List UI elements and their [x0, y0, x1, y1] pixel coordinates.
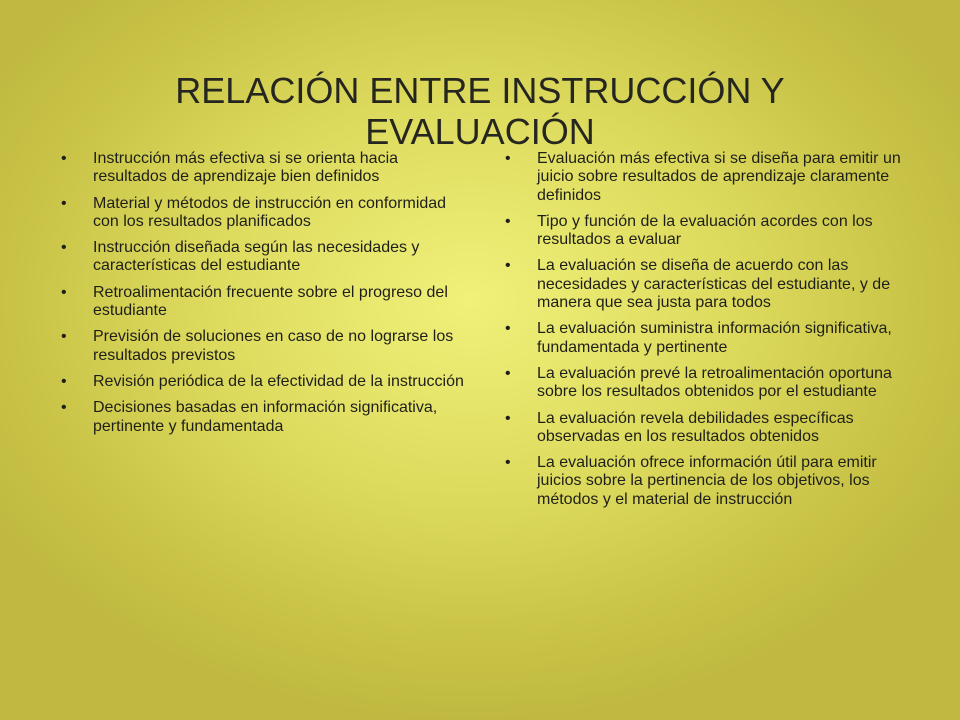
evaluation-bullet-text: La evaluación suministra información significativa, fundamentada y pertinente: [537, 320, 892, 356]
evaluation-bullet-text: Evaluación más efectiva si se diseña para emitir un juicio sobre resultados de aprendizaje claramente definidos: [537, 150, 901, 204]
evaluation-bullet-item: [505, 410, 910, 447]
evaluation-bullet-text: Tipo y función de la evaluación acordes con los resultados a evaluar: [537, 212, 873, 249]
evaluation-bullet-item: [505, 365, 910, 402]
instruction-bullet-text: Revisión periódica de la efectividad de la instrucción: [93, 372, 464, 390]
bullet-icon: •: [61, 283, 67, 301]
instruction-bullet-text: Retroalimentación frecuente sobre el progreso del estudiante: [93, 283, 448, 320]
evaluation-bullet-item: [505, 150, 910, 205]
evaluation-bullet-item: [505, 213, 910, 250]
instruction-bullet-item: [61, 284, 465, 321]
evaluation-bullet-text: La evaluación revela debilidades específicas observadas en los resultados obtenidos: [537, 409, 854, 445]
bullet-icon: •: [505, 409, 511, 427]
instruction-bullet-item: [61, 328, 465, 365]
instruction-bullet-text: Instrucción diseñada según las necesidades y características del estudiante: [93, 239, 420, 275]
instruction-bullet-text: Material y métodos de instrucción en conformidad con los resultados planificados: [93, 194, 447, 230]
instruction-bullet-text: Decisiones basadas en información significativa, pertinente y fundamentada: [93, 399, 438, 435]
evaluation-bullet-text: La evaluación se diseña de acuerdo con las necesidades y características del estudiante, y de manera que sea justa para todos: [537, 257, 891, 312]
bullet-icon: •: [61, 372, 67, 390]
bullet-icon: •: [505, 212, 511, 230]
bullet-icon: •: [505, 454, 511, 472]
bullet-icon: •: [505, 150, 511, 167]
bullet-icon: •: [61, 194, 67, 212]
bullet-icon: •: [61, 150, 67, 167]
evaluation-bullet-list: [505, 150, 910, 517]
evaluation-bullet-text: La evaluación prevé la retroalimentación oportuna sobre los resultados obtenidos por el estudiante: [537, 364, 892, 401]
instruction-bullet-item: [61, 239, 465, 276]
evaluation-bullet-item: [505, 257, 910, 312]
instruction-bullet-text: Instrucción más efectiva si se orienta hacia resultados de aprendizaje bien definidos: [93, 150, 399, 186]
evaluation-bullet-item: [505, 320, 910, 357]
bullet-icon: •: [61, 399, 67, 417]
bullet-icon: •: [61, 239, 67, 257]
bullet-icon: •: [61, 328, 67, 346]
instruction-bullet-text: Previsión de soluciones en caso de no lograrse los resultados previstos: [93, 328, 454, 364]
evaluation-bullet-item: [505, 454, 910, 509]
instruction-bullet-item: [61, 150, 465, 187]
evaluation-bullet-text: La evaluación ofrece información útil para emitir juicios sobre la pertinencia de los objetivos, los métodos y el material de instrucción: [537, 454, 877, 508]
bullet-icon: •: [505, 257, 511, 275]
slide-title: RELACIÓN ENTRE INSTRUCCIÓN Y EVALUACIÓN: [175, 70, 785, 153]
instruction-bullet-item: [61, 399, 465, 436]
bullet-icon: •: [505, 364, 511, 382]
instruction-bullet-item: [61, 195, 465, 232]
instruction-bullet-item: [61, 373, 465, 391]
instruction-bullet-list: [61, 150, 465, 444]
bullet-icon: •: [505, 320, 511, 338]
